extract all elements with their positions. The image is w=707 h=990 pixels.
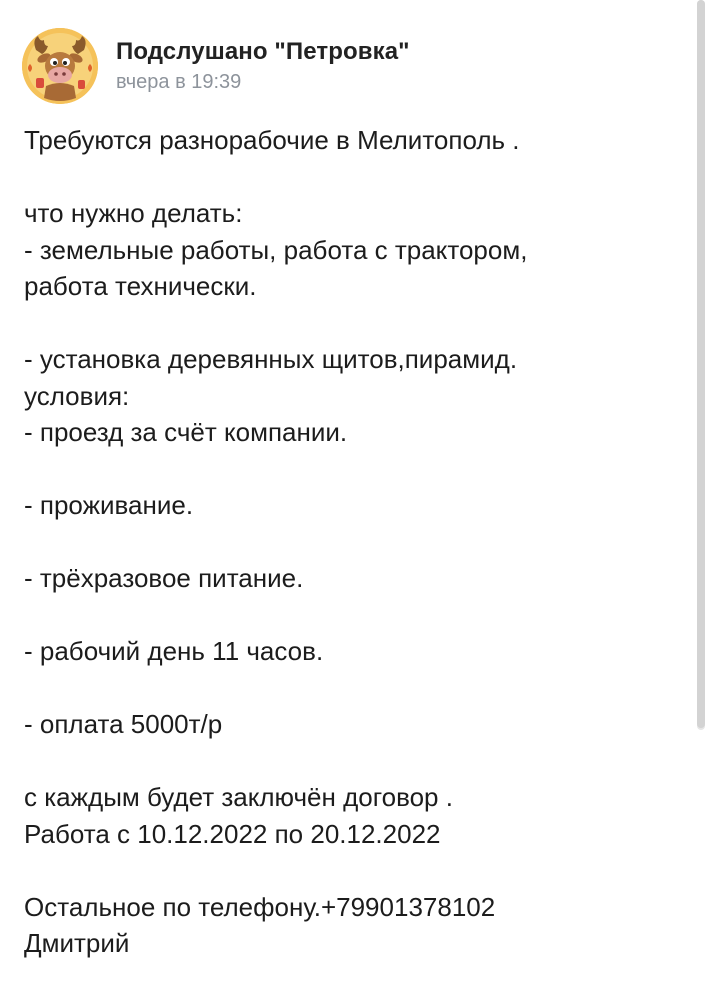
author-name[interactable]: Подслушано "Петровка" [116, 38, 410, 65]
post-time[interactable]: вчера в 19:39 [116, 71, 242, 93]
phone-line[interactable]: Остальное по телефону.+79901378102 [24, 891, 496, 922]
post-line: условия: [24, 380, 130, 411]
post-line [24, 524, 674, 561]
post-line: работа технически. [24, 271, 257, 301]
moose-cartoon-icon [22, 28, 98, 104]
post-line: - оплата 5000т/р [24, 709, 223, 739]
post-line [24, 159, 674, 196]
post-line [24, 451, 674, 488]
post-line [24, 597, 674, 634]
post-header-text [116, 37, 410, 95]
post-line: - земельные работы, работа с трактором, [24, 234, 528, 265]
scrollbar[interactable] [697, 0, 705, 730]
post-line [24, 852, 674, 889]
avatar[interactable] [22, 28, 98, 104]
post-line: Дмитрий [24, 928, 130, 958]
post-line: что нужно делать: [24, 198, 243, 228]
post-line: с каждым будет заключён договор . [24, 782, 453, 812]
post-line: - рабочий день 11 часов. [24, 636, 324, 666]
post-line [24, 670, 674, 707]
scrollbar-thumb[interactable] [697, 0, 705, 728]
post-line: - трёхразовое питание. [24, 563, 304, 593]
post-line: - установка деревянных щитов,пирамид. [24, 344, 518, 374]
post-header [22, 26, 410, 106]
post-line: - проживание. [24, 490, 194, 520]
post-line: Работа с 10.12.2022 по 20.12.2022 [24, 818, 441, 849]
post-line: Требуются разнорабочие в Мелитополь . [24, 125, 520, 155]
post-text [24, 122, 674, 962]
post-line: - проезд за счёт компании. [24, 417, 348, 447]
post-line [24, 305, 674, 342]
post-line [24, 743, 674, 780]
